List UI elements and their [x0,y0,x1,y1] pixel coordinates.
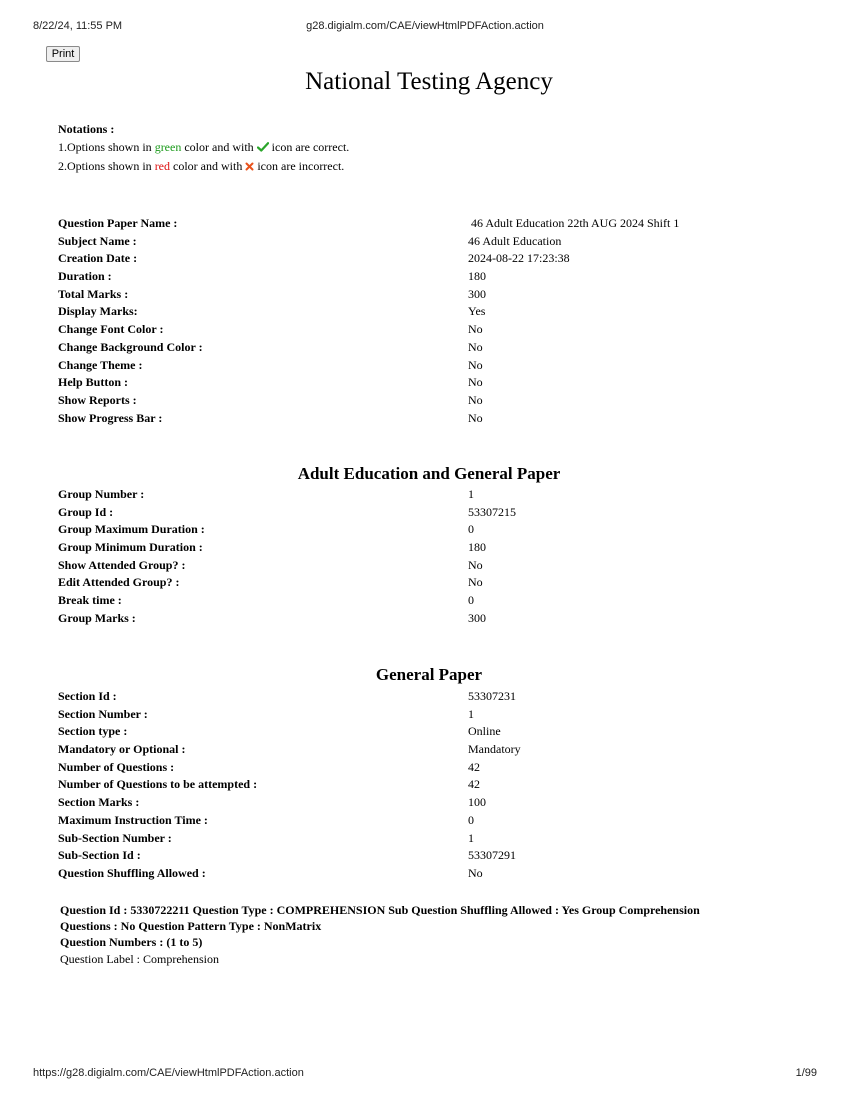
info-row [58,215,818,233]
info-row [58,339,818,357]
notation-incorrect-mid: color and with [173,159,243,173]
info-label: Section type : [58,724,128,739]
question-numbers: Question Numbers : (1 to 5) [60,935,203,949]
info-label: Mandatory or Optional : [58,742,186,757]
info-value: 46 Adult Education 22th AUG 2024 Shift 1 [471,216,680,230]
info-value: 100 [468,795,486,810]
info-row [58,812,818,830]
print-footer-url: https://g28.digialm.com/CAE/viewHtmlPDFAction.action [33,1067,304,1079]
info-label: Show Progress Bar : [58,410,163,425]
info-row [58,392,818,410]
check-icon [257,139,269,158]
info-row [58,504,818,522]
info-row [58,741,818,759]
info-label: Sub-Section Number : [58,830,172,845]
print-button[interactable]: Print [46,46,80,62]
info-label: Section Id : [58,689,117,703]
page-counter: 1/99 [795,1067,817,1079]
question-label: Question Label : Comprehension [60,952,219,966]
info-value: No [468,865,483,880]
info-label: Group Minimum Duration : [58,540,203,555]
info-label: Show Reports : [58,392,137,407]
print-footer [33,1067,817,1081]
info-row [58,794,818,812]
notation-correct-pre: 1.Options shown in [58,140,152,154]
question-meta-line1: Question Id : 5330722211 Question Type : COMPREHENSION Sub Question Shuffling Allowed : Yes Group Comprehension [60,903,700,917]
notations-title: Notations : [58,122,115,136]
notation-correct-color: green [154,140,182,154]
info-row [58,486,818,504]
info-label: Display Marks: [58,304,138,319]
question-block [60,902,780,968]
info-value: 300 [468,286,486,301]
info-label: Change Theme : [58,357,143,372]
notation-incorrect [58,157,349,176]
info-label: Edit Attended Group? : [58,575,180,590]
info-value: 0 [468,812,474,827]
info-label: Subject Name : [58,233,137,248]
info-row [58,830,818,848]
info-row [58,610,818,628]
info-row [58,250,818,268]
info-label: Group Number : [58,487,145,501]
info-value: 46 Adult Education [468,233,562,248]
info-label: Group Id : [58,504,114,519]
print-header-url: g28.digialm.com/CAE/viewHtmlPDFAction.action [306,20,544,32]
info-label: Question Shuffling Allowed : [58,865,206,880]
info-value: No [468,322,483,337]
page-title: National Testing Agency [305,68,553,95]
info-label: Number of Questions : [58,759,175,774]
info-row [58,557,818,575]
info-value: 180 [468,269,486,284]
info-label: Question Paper Name : [58,216,178,230]
info-row [58,268,818,286]
info-value: 53307291 [468,848,516,863]
info-row [58,233,818,251]
notation-incorrect-color: red [154,159,171,173]
info-value: 0 [468,593,474,608]
info-label: Sub-Section Id : [58,848,141,863]
info-value: 53307215 [468,504,516,519]
print-datetime: 8/22/24, 11:55 PM [33,20,123,32]
info-value: No [468,575,483,590]
info-row [58,374,818,392]
info-label: Group Maximum Duration : [58,522,205,537]
notation-correct-mid: color and with [184,140,254,154]
info-value: 0 [468,522,474,537]
cross-icon [245,158,254,177]
notations [58,120,349,176]
info-value: 1 [468,830,474,845]
info-row [58,303,818,321]
paper-info-table [58,215,818,427]
section-title: General Paper [375,665,483,684]
group-title: Adult Education and General Paper [297,464,561,483]
info-label: Break time : [58,593,122,608]
info-row [58,847,818,865]
info-value: No [468,392,483,407]
info-row [58,776,818,794]
info-label: Total Marks : [58,286,129,301]
info-value: 42 [468,759,480,774]
info-row [58,592,818,610]
info-value: Yes [468,304,486,319]
notation-correct [58,138,349,157]
notation-incorrect-pre: 2.Options shown in [58,159,152,173]
info-label: Show Attended Group? : [58,557,186,572]
notation-incorrect-post: icon are incorrect. [257,159,345,173]
info-row [58,357,818,375]
info-value: No [468,357,483,372]
notation-correct-post: icon are correct. [271,140,350,154]
info-value: 1 [468,487,474,501]
info-value: Mandatory [468,742,521,757]
info-label: Section Marks : [58,795,140,810]
info-row [58,706,818,724]
print-header [33,20,817,34]
info-label: Change Font Color : [58,322,164,337]
info-row [58,759,818,777]
info-value: 180 [468,540,486,555]
info-value: 42 [468,777,480,792]
section-info-table [58,688,818,883]
info-row [58,865,818,883]
info-row [58,286,818,304]
info-label: Section Number : [58,706,148,721]
info-label: Number of Questions to be attempted : [58,777,258,792]
info-value: No [468,557,483,572]
question-meta-line2: Questions : No Question Pattern Type : NonMatrix [60,919,322,933]
info-label: Duration : [58,269,112,284]
info-value: No [468,375,483,390]
info-value: 300 [468,610,486,625]
info-label: Creation Date : [58,251,138,266]
info-row [58,410,818,428]
info-value: Online [468,724,501,739]
info-label: Help Button : [58,375,129,390]
info-row [58,723,818,741]
info-row [58,574,818,592]
info-label: Change Background Color : [58,339,203,354]
info-row [58,688,818,706]
info-row [58,321,818,339]
info-label: Group Marks : [58,610,136,625]
info-label: Maximum Instruction Time : [58,812,208,827]
info-value: 1 [468,706,474,721]
info-row [58,521,818,539]
group-info-table [58,486,818,628]
info-value: 2024-08-22 17:23:38 [468,251,570,266]
info-row [58,539,818,557]
info-value: No [468,410,483,425]
info-value: No [468,339,483,354]
info-value: 53307231 [468,689,516,703]
